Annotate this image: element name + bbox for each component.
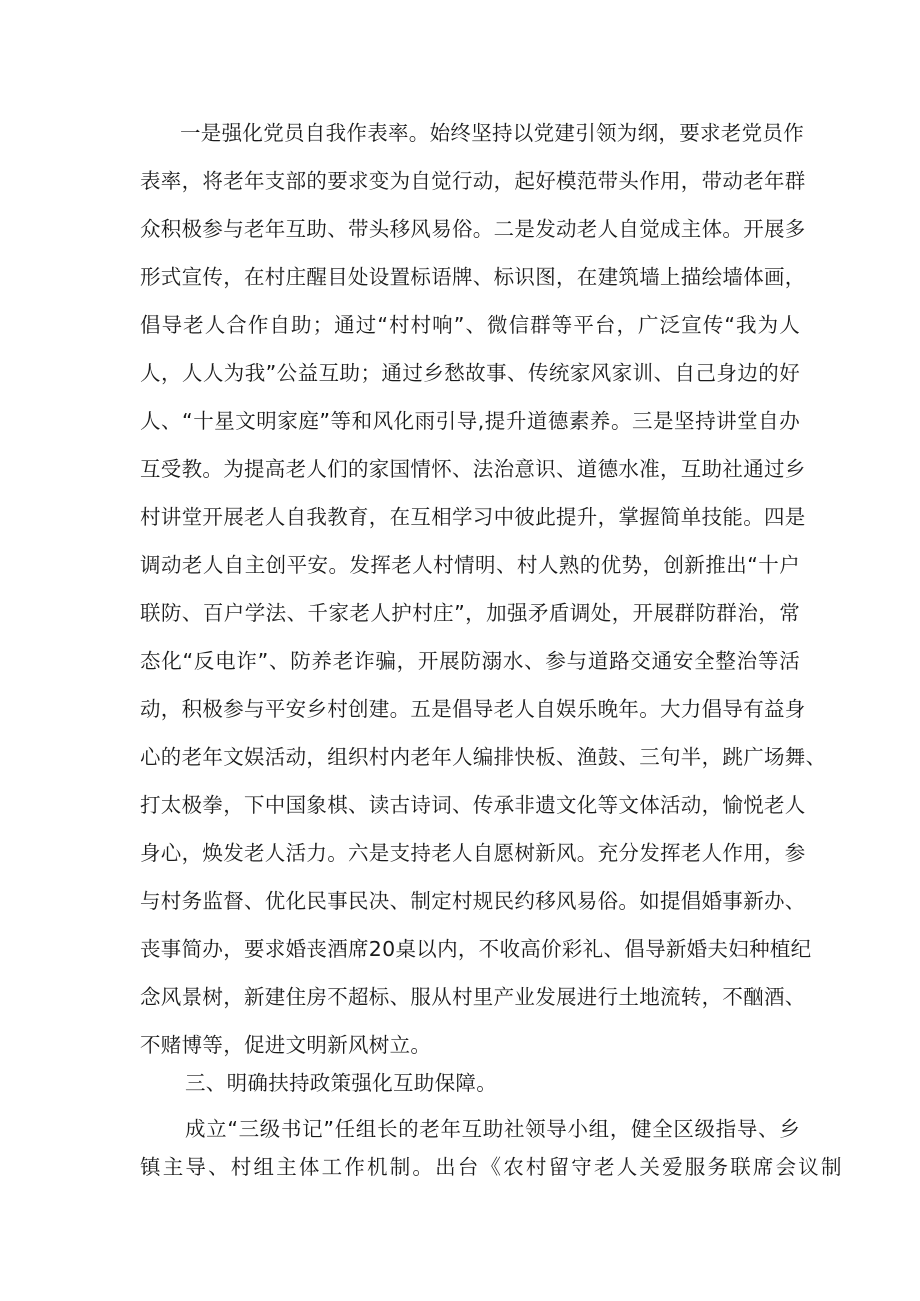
paragraph-line: 成立“三级书记”任组长的老年互助社领导小组，健全区级指导、乡 xyxy=(185,1117,800,1141)
paragraph-line: 心的老年文娱活动，组织村内老年人编排快板、渔鼓、三句半，跳广场舞、 xyxy=(140,745,827,769)
paragraph-line: 人、“十星文明家庭”等和风化雨引导,提升道德素养。三是坚持讲堂自办 xyxy=(140,409,800,433)
paragraph-line: 一是强化党员自我作表率。始终坚持以党建引领为纲，要求老党员作 xyxy=(180,121,804,145)
paragraph-line: 与村务监督、优化民事民决、制定村规民约移风易俗。如提倡婚事新办、 xyxy=(140,889,806,913)
paragraph-line: 倡导老人合作自助；通过“村村响”、微信群等平台，广泛宣传“我为人 xyxy=(140,313,800,337)
paragraph-line: 人，人人为我”公益互助；通过乡愁故事、传统家风家训、自己身边的好 xyxy=(140,361,800,385)
paragraph-line: 态化“反电诈”、防养老诈骗，开展防溺水、参与道路交通安全整治等活 xyxy=(140,649,800,673)
paragraph-line: 调动老人自主创平安。发挥老人村情明、村人熟的优势，创新推出“十户 xyxy=(140,553,800,577)
paragraph-line: 打太极拳，下中国象棋、读古诗词、传承非遗文化等文体活动，愉悦老人 xyxy=(140,793,806,817)
paragraph-line: 众积极参与老年互助、带头移风易俗。二是发动老人自觉成主体。开展多 xyxy=(140,217,806,241)
paragraph-line: 镇主导、村组主体工作机制。出台《农村留守老人关爱服务联席会议制 xyxy=(140,1155,844,1179)
paragraph-line: 形式宣传，在村庄醒目处设置标语牌、标识图，在建筑墙上描绘墙体画， xyxy=(140,265,806,289)
section-heading: 三、明确扶持政策强化互助保障。 xyxy=(185,1071,497,1095)
paragraph-line: 念风景树，新建住房不超标、服从村里产业发展进行土地流转，不酗酒、 xyxy=(140,985,806,1009)
paragraph-line: 互受教。为提高老人们的家国情怀、法治意识、道德水准，互助社通过乡 xyxy=(140,457,806,481)
paragraph-line: 表率，将老年支部的要求变为自觉行动，起好模范带头作用，带动老年群 xyxy=(140,169,806,193)
paragraph-line: 身心，焕发老人活力。六是支持老人自愿树新风。充分发挥老人作用，参 xyxy=(140,841,806,865)
paragraph-line: 动，积极参与平安乡村创建。五是倡导老人自娱乐晚年。大力倡导有益身 xyxy=(140,697,806,721)
paragraph-line: 联防、百户学法、千家老人护村庄”，加强矛盾调处，开展群防群治，常 xyxy=(140,601,800,625)
paragraph-line: 不赌博等，促进文明新风树立。 xyxy=(140,1033,432,1057)
paragraph-line: 村讲堂开展老人自我教育，在互相学习中彼此提升，掌握简单技能。四是 xyxy=(140,505,806,529)
paragraph-line: 丧事简办，要求婚丧酒席20桌以内，不收高价彩礼、倡导新婚夫妇种植纪 xyxy=(140,937,812,961)
